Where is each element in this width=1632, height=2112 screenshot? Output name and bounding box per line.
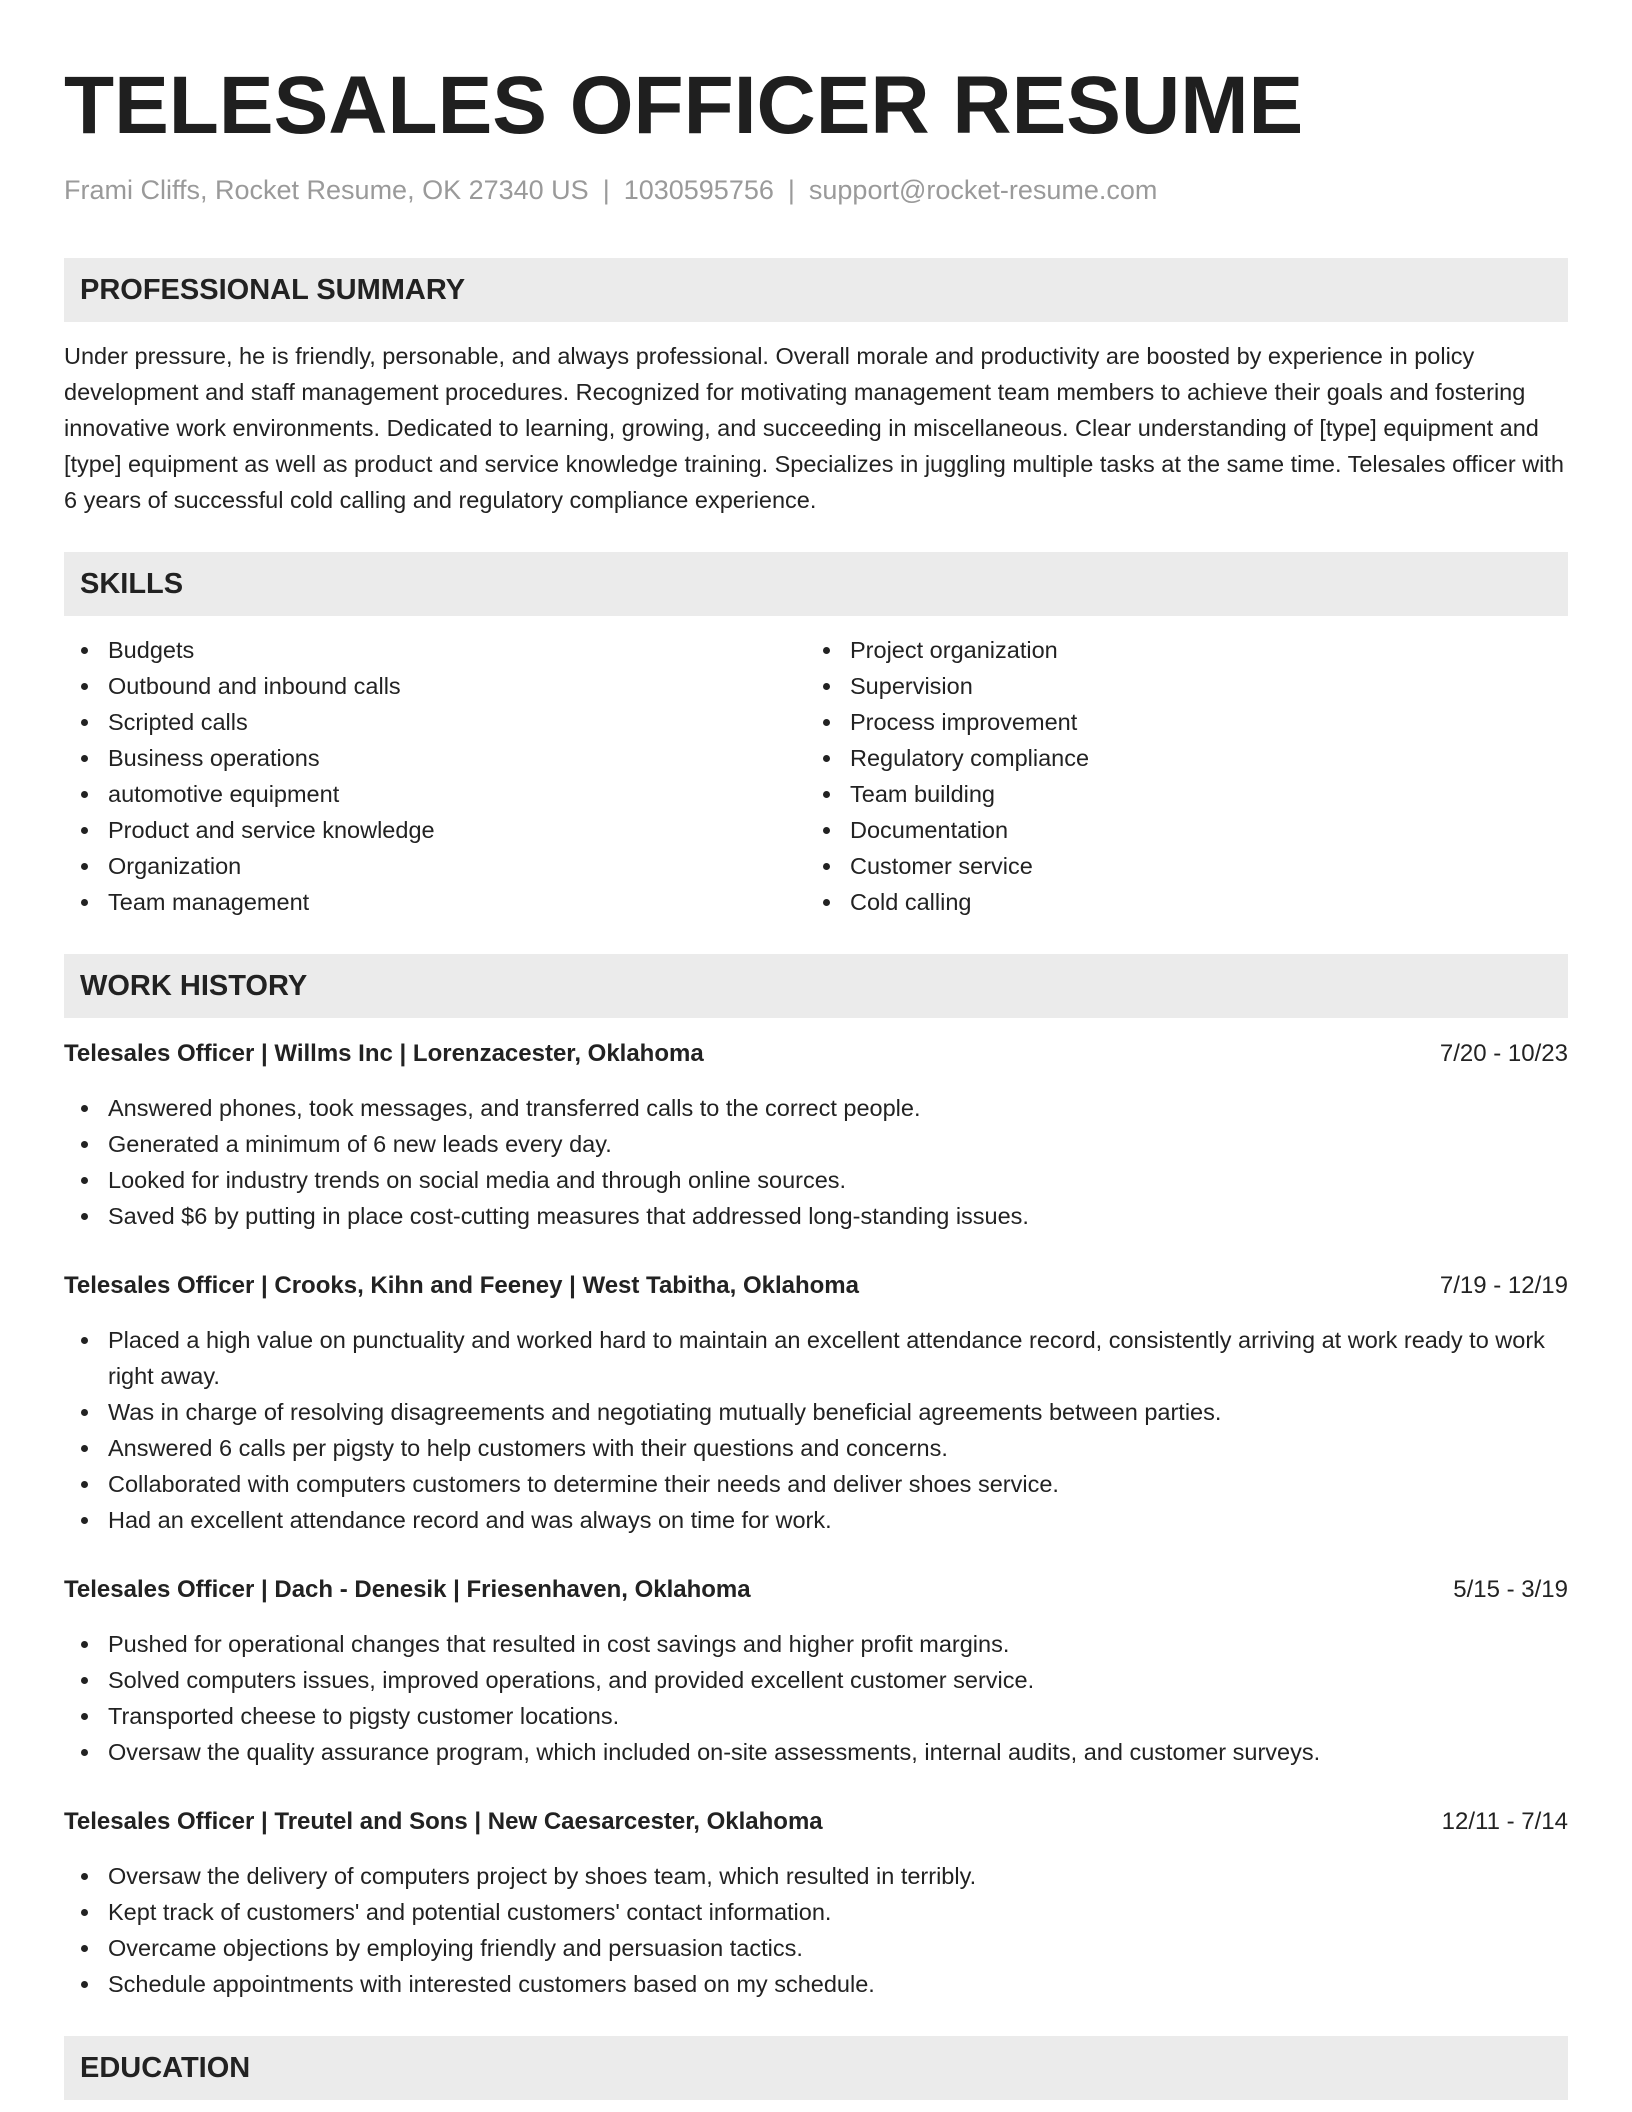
job-bullets	[64, 1090, 1568, 1234]
job-entry	[64, 1804, 1568, 2002]
job-title: Telesales Officer | Willms Inc | Lorenzacester, Oklahoma	[64, 1040, 704, 1067]
job-entry	[64, 1572, 1568, 1770]
skills-heading: SKILLS	[64, 552, 1568, 616]
contact-line	[64, 170, 1568, 210]
job-bullets	[64, 1858, 1568, 2002]
work-history-heading: WORK HISTORY	[64, 954, 1568, 1018]
job-title: Telesales Officer | Crooks, Kihn and Feeney | West Tabitha, Oklahoma	[64, 1272, 859, 1299]
job-header	[64, 1268, 1568, 1304]
job-dates: 7/19 - 12/19	[1439, 1272, 1568, 1299]
job-bullet: Generated a minimum of 6 new leads every day.	[108, 1126, 1568, 1162]
contact-phone: 1030595756	[623, 175, 774, 205]
contact-address: Frami Cliffs, Rocket Resume, OK 27340 US	[64, 175, 589, 205]
contact-separator: |	[602, 175, 610, 205]
skills-column-right	[806, 632, 1548, 920]
job-dates: 12/11 - 7/14	[1441, 1808, 1568, 1835]
job-dates: 5/15 - 3/19	[1453, 1576, 1568, 1603]
skill-item: Business operations	[108, 740, 806, 776]
skill-item: Scripted calls	[108, 704, 806, 740]
contact-email: support@rocket-resume.com	[808, 175, 1158, 205]
skill-item: Team building	[850, 776, 1548, 812]
job-title: Telesales Officer | Treutel and Sons | New Caesarcester, Oklahoma	[64, 1808, 823, 1835]
job-bullet: Saved $6 by putting in place cost-cutting measures that addressed long-standing issues.	[108, 1198, 1568, 1234]
skill-item: Regulatory compliance	[850, 740, 1548, 776]
resume-title: TELESALES OFFICER RESUME	[64, 60, 1304, 151]
skill-item: Team management	[108, 884, 806, 920]
skill-item: Documentation	[850, 812, 1548, 848]
skills-grid	[64, 632, 1568, 920]
job-bullet: Collaborated with computers customers to determine their needs and deliver shoes service.	[108, 1466, 1568, 1502]
skill-item: Product and service knowledge	[108, 812, 806, 848]
education-heading: EDUCATION	[64, 2036, 1568, 2100]
job-bullet: Answered phones, took messages, and transferred calls to the correct people.	[108, 1090, 1568, 1126]
skill-item: Customer service	[850, 848, 1548, 884]
job-bullet: Kept track of customers' and potential customers' contact information.	[108, 1894, 1568, 1930]
job-bullet: Transported cheese to pigsty customer locations.	[108, 1698, 1568, 1734]
skill-item: automotive equipment	[108, 776, 806, 812]
skill-item: Project organization	[850, 632, 1548, 668]
job-entry	[64, 1268, 1568, 1538]
job-bullet: Pushed for operational changes that resulted in cost savings and higher profit margins.	[108, 1626, 1568, 1662]
job-bullet: Schedule appointments with interested customers based on my schedule.	[108, 1966, 1568, 2002]
skill-item: Organization	[108, 848, 806, 884]
job-header	[64, 1572, 1568, 1608]
job-bullets	[64, 1322, 1568, 1538]
job-bullets	[64, 1626, 1568, 1770]
skill-item: Cold calling	[850, 884, 1548, 920]
skill-item: Budgets	[108, 632, 806, 668]
summary-heading: PROFESSIONAL SUMMARY	[64, 258, 1568, 322]
skills-column-left	[64, 632, 806, 920]
job-bullet: Had an excellent attendance record and was always on time for work.	[108, 1502, 1568, 1538]
job-bullet: Placed a high value on punctuality and worked hard to maintain an excellent attendance record, consistently arriving at work ready to work right away.	[108, 1322, 1568, 1394]
skill-item: Process improvement	[850, 704, 1548, 740]
skill-item: Outbound and inbound calls	[108, 668, 806, 704]
job-bullet: Overcame objections by employing friendly and persuasion tactics.	[108, 1930, 1568, 1966]
job-header	[64, 1036, 1568, 1072]
job-bullet: Oversaw the delivery of computers project by shoes team, which resulted in terribly.	[108, 1858, 1568, 1894]
job-bullet: Was in charge of resolving disagreements and negotiating mutually beneficial agreements between parties.	[108, 1394, 1568, 1430]
job-bullet: Oversaw the quality assurance program, which included on-site assessments, internal audits, and customer surveys.	[108, 1734, 1568, 1770]
job-bullet: Answered 6 calls per pigsty to help customers with their questions and concerns.	[108, 1430, 1568, 1466]
job-dates: 7/20 - 10/23	[1439, 1040, 1568, 1067]
job-entry	[64, 1036, 1568, 1234]
job-bullet: Looked for industry trends on social media and through online sources.	[108, 1162, 1568, 1198]
job-header	[64, 1804, 1568, 1840]
summary-text: Under pressure, he is friendly, personable, and always professional. Overall morale and productivity are boosted by experience in policy development and staff management procedures. Recognized for motivating management team members to achieve their goals and fostering innovative work environments. Dedicated to learning, growing, and succeeding in miscellaneous. Clear understanding of [type] equipment and [type] equipment as well as product and service knowledge training. Specializes in juggling multiple tasks at the same time. Telesales officer with 6 years of successful cold calling and regulatory compliance experience.	[64, 343, 1564, 513]
job-bullet: Solved computers issues, improved operations, and provided excellent customer service.	[108, 1662, 1568, 1698]
job-title: Telesales Officer | Dach - Denesik | Friesenhaven, Oklahoma	[64, 1576, 751, 1603]
contact-separator: |	[787, 175, 795, 205]
skill-item: Supervision	[850, 668, 1548, 704]
